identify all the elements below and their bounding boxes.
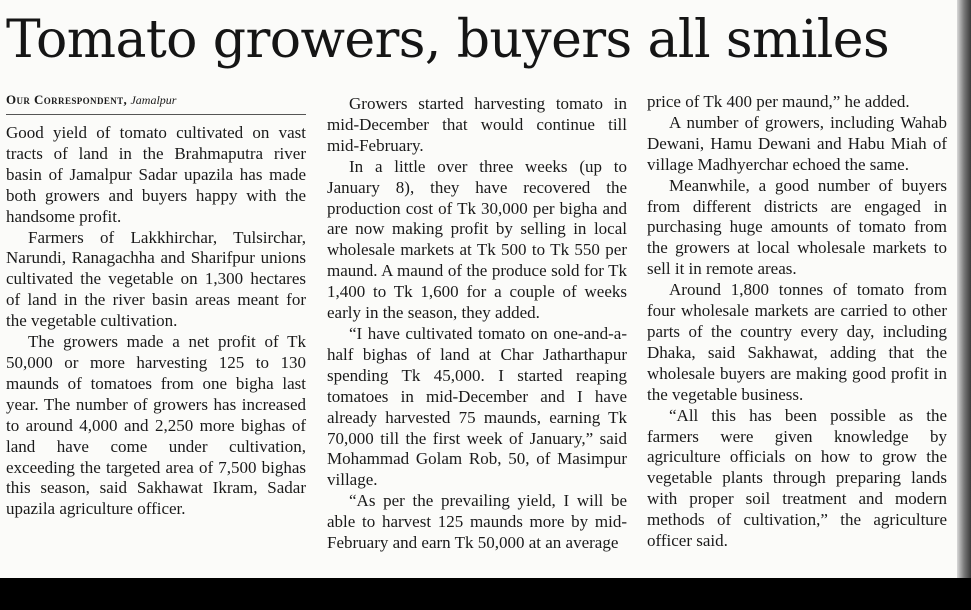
paragraph: “As per the prevailing yield, I will be able to harvest 125 maunds more by mid-February and earn Tk 50,000 at an average bbox=[327, 491, 627, 553]
article-column-1 bbox=[6, 92, 306, 520]
headline: Tomato growers, buyers all smiles bbox=[6, 10, 890, 70]
paragraph: In a little over three weeks (up to January 8), they have recovered the production cost of Tk 30,000 per bigha and are now making profit by selling in local wholesale markets at Tk 500 to Tk 550 per maund. A maund of the produce sold for Tk 1,400 to Tk 1,600 for a couple of weeks early in the season, they added. bbox=[327, 156, 627, 323]
byline bbox=[6, 92, 306, 115]
paragraph: “All this has been possible as the farmers were given knowledge by agriculture officials on how to grow the vegetable plants through preparing lands with proper soil treatment and modern methods of cultivation,” the agriculture officer said. bbox=[647, 405, 947, 551]
paragraph: A number of growers, including Wahab Dewani, Hamu Dewani and Habu Miah of village Madhyerchar echoed the same. bbox=[647, 112, 947, 174]
article-column-3 bbox=[647, 92, 947, 552]
paragraph: price of Tk 400 per maund,” he added. bbox=[647, 92, 910, 111]
paragraph: Meanwhile, a good number of buyers from different districts are engaged in purchasing huge amounts of tomato from the growers at local wholesale markets to sell it in remote areas. bbox=[647, 175, 947, 279]
paragraph: Farmers of Lakkhirchar, Tulsirchar, Narundi, Ranagachha and Sharifpur unions cultivated the vegetable on 1,300 hectares of land in the river basin areas meant for the vegetable cultivation. bbox=[6, 227, 306, 331]
paragraph: The growers made a net profit of Tk 50,000 or more harvesting 125 to 130 maunds of tomatoes from one bigha last year. The number of growers has increased to around 4,000 and 2,250 more bighas of land have come under cultivation, exceeding the targeted area of 7,500 bighas this season, said Sakhawat Ikram, Sadar upazila agriculture officer. bbox=[6, 332, 306, 519]
paragraph: “I have cultivated tomato on one-and-a-half bighas of land at Char Jatharthapur spending Tk 45,000. I started reaping tomatoes in mid-December and I have already harvested 75 maunds, earning Tk 70,000 till the first week of January,” said Mohammad Golam Rob, 50, of Masimpur village. bbox=[327, 323, 627, 490]
byline-place: Jamalpur bbox=[130, 93, 177, 107]
paragraph: Growers started harvesting tomato in mid-December that would continue till mid-February. bbox=[327, 94, 627, 155]
paragraph: Around 1,800 tonnes of tomato from four wholesale markets are carried to other parts of the country every day, including Dhaka, said Sakhawat, adding that the wholesale buyers are making good profit in the vegetable business. bbox=[647, 280, 947, 404]
article-column-2 bbox=[327, 94, 627, 554]
paragraph: Good yield of tomato cultivated on vast tracts of land in the Brahmaputra river basin of Jamalpur Sadar upazila has made both growers and buyers happy with the handsome profit. bbox=[6, 123, 306, 226]
byline-author: Our Correspondent, bbox=[6, 92, 128, 107]
scan-edge-shadow bbox=[957, 0, 971, 578]
